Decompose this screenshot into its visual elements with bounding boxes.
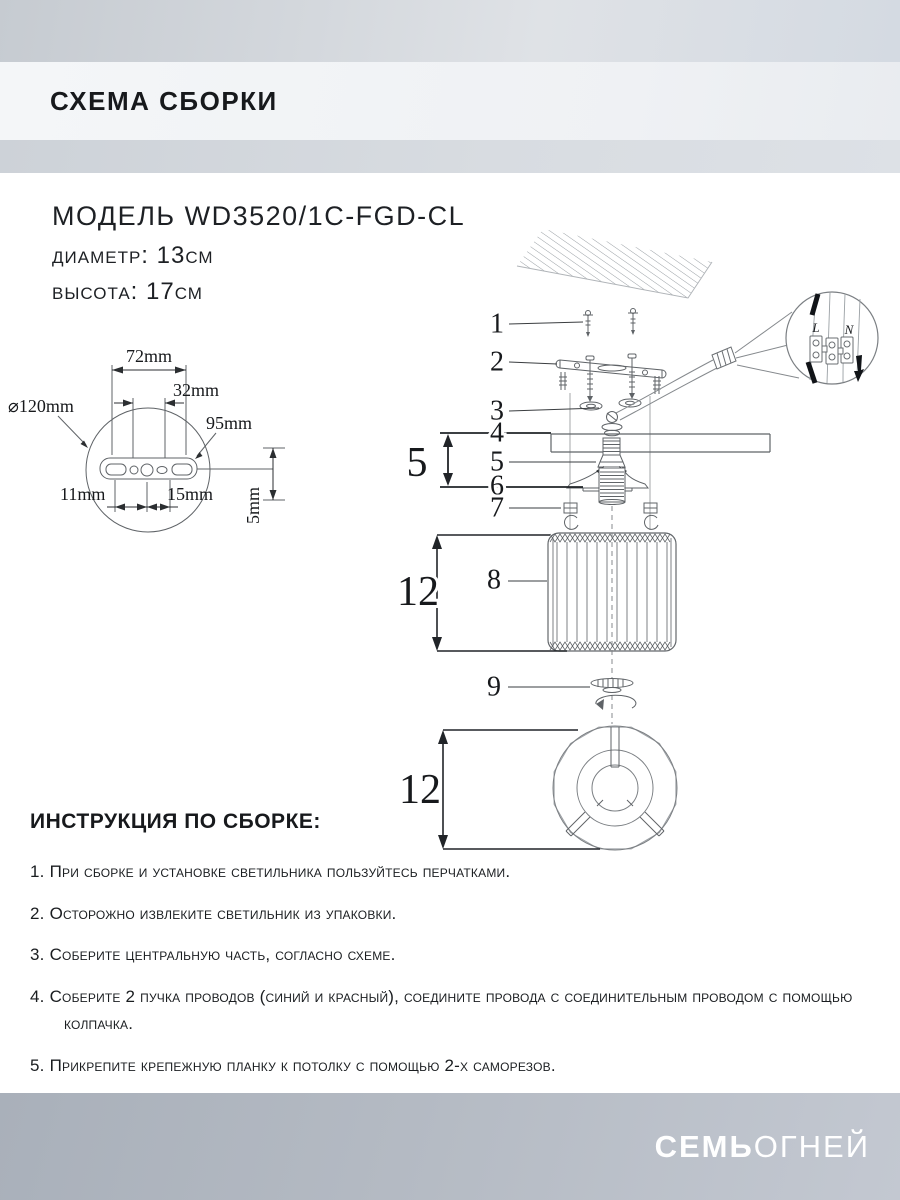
dim-32mm: 32mm [173,380,220,400]
dim-120mm: ⌀120mm [8,396,74,416]
height-value: 17см [146,278,203,305]
dim-15mm: 15mm [167,484,214,504]
footer-band [0,1093,900,1200]
callout-7: 7 [490,492,504,524]
dim-5mm: 5mm [243,486,263,524]
instruction-text: При сборке и установке светильника пользуйтесь перчатками. [49,862,511,881]
instruction-text: Осторожно извлеките светильник из упаковки. [49,903,397,923]
rotation-arrow [596,695,636,710]
instruction-number: 5. [30,1055,45,1075]
height-label: высота: [52,278,139,305]
instruction-number: 1. [30,862,45,881]
instruction-text: Соберите центральную часть, согласно схеме. [49,945,396,965]
instruction-number: 4. [30,986,45,1006]
supply-wire [616,312,799,420]
dim-canopy-5: 5 [406,440,428,486]
screw-small-right [628,309,638,336]
instruction-item-2 [30,900,878,928]
terminal-block-inset [786,292,878,384]
lamp-socket [567,438,648,505]
callout-9: 9 [487,671,501,703]
page-title: СХЕМА СБОРКИ [50,85,278,116]
dim-72mm: 72mm [125,346,173,366]
dim-shade-12: 12 [397,569,439,615]
instruction-item-4 [30,983,878,1038]
header-band-top [0,0,900,62]
callout-3: 3 [490,395,504,427]
callout-8: 8 [487,564,501,596]
instructions-title: ИНСТРУКЦИЯ ПО СБОРКЕ: [30,810,321,833]
terminal-label-n: N [844,322,854,337]
brand-bold: СЕМЬ [654,1128,754,1164]
callout-2: 2 [490,346,504,378]
instruction-number: 3. [30,945,45,965]
instruction-text: Прикрепите крепежную планку к потолку с помощью 2-х саморезов. [49,1055,556,1075]
callout-5: 5 [490,446,504,478]
assembly-diagram [380,205,900,885]
plate-dimension-drawing [0,330,320,560]
ceiling-hatch [517,229,712,298]
dim-95mm: 95mm [206,413,253,433]
callout-4: 4 [490,417,504,449]
model-code-line: МОДЕЛЬ WD3520/1C-FGD-CL [52,201,466,231]
instruction-item-5 [30,1052,878,1080]
instructions-section [30,810,878,1135]
diameter-label: диаметр: [52,242,149,269]
screw-small-left [583,311,593,338]
canopy [551,412,770,453]
brand-logo [655,1129,870,1165]
retaining-ring [591,679,633,693]
mounting-bracket [556,360,666,394]
dim-bottom-12: 12 [399,767,441,813]
instruction-item-1 [30,858,878,886]
nuts-and-hooks [564,503,658,529]
instruction-item-3 [30,941,878,969]
instruction-text: Соберите 2 пучка проводов (синий и красный), соедините провода с соединительным проводом с помощью колпачка. [49,986,853,1034]
header-band-bottom [0,140,900,173]
diameter-value: 13см [156,242,214,269]
dim-11mm: 11mm [60,484,106,504]
screw-long-right [628,354,636,399]
instruction-number: 2. [30,903,45,923]
callout-1: 1 [490,308,504,340]
brand-light: ОГНЕЙ [753,1128,870,1164]
header-title-band [0,62,900,140]
terminal-label-l: L [812,320,820,335]
callout-6: 6 [490,470,504,502]
instructions-list [30,858,878,1121]
